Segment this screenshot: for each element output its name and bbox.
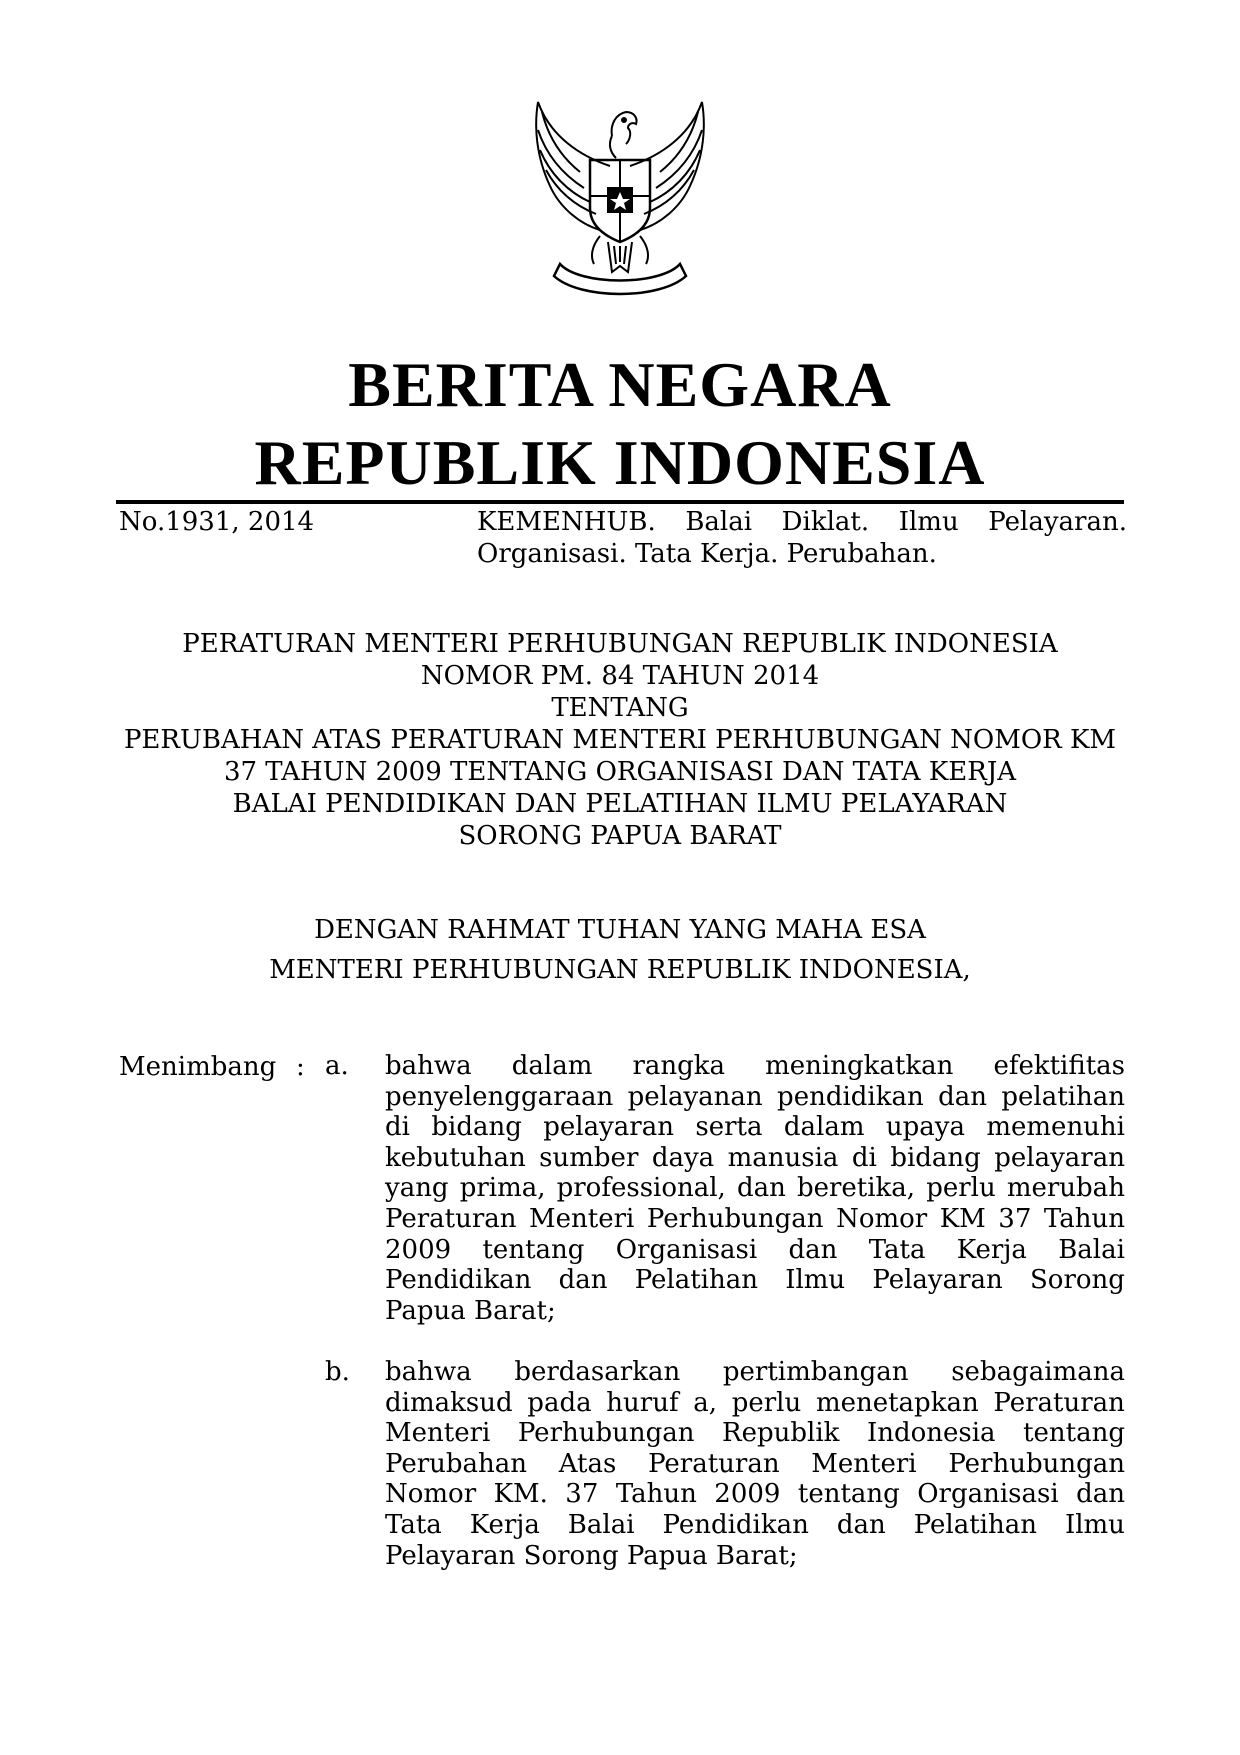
word: dan xyxy=(788,1234,838,1265)
word: efektifitas xyxy=(993,1051,1125,1081)
subject-word: KEMENHUB. xyxy=(477,507,656,537)
text-line xyxy=(385,1204,1125,1235)
text-line xyxy=(385,1357,1125,1388)
word: dimaksud xyxy=(385,1387,513,1418)
word: Pelatihan xyxy=(634,1265,758,1296)
word: kebutuhan xyxy=(385,1142,526,1173)
word: 2009 xyxy=(714,1479,781,1510)
title-line: 37 TAHUN 2009 TENTANG ORGANISASI DAN TATA KERJA xyxy=(223,757,1017,787)
text-line xyxy=(385,1082,1125,1113)
subject-word: Diklat. xyxy=(781,507,870,537)
text-line xyxy=(385,1510,1125,1541)
word: professional, xyxy=(556,1173,726,1204)
consideration-item-a xyxy=(385,1051,1125,1326)
word: Tahun xyxy=(615,1479,697,1510)
word: 37 xyxy=(565,1479,599,1510)
word: dan xyxy=(558,1265,608,1296)
title-line: PERUBAHAN ATAS PERATURAN MENTERI PERHUBUNGAN NOMOR KM xyxy=(123,725,1117,755)
word: Atas xyxy=(558,1448,617,1479)
title-line: NOMOR PM. 84 TAHUN 2014 xyxy=(420,661,820,691)
word: Kerja xyxy=(956,1234,1027,1265)
word: tentang xyxy=(797,1479,900,1510)
word: Pelatihan xyxy=(913,1509,1037,1540)
word: Ilmu xyxy=(785,1265,846,1296)
word: KM. xyxy=(493,1479,548,1510)
header-rule xyxy=(116,500,1124,504)
word: Pelayaran xyxy=(872,1265,1003,1296)
word: serta xyxy=(695,1112,763,1143)
word: Peraturan xyxy=(385,1203,517,1234)
word: sebagaimana xyxy=(951,1357,1125,1387)
word: Perhubungan xyxy=(646,1203,824,1234)
word: Menteri xyxy=(811,1448,917,1479)
word: 37 xyxy=(998,1203,1032,1234)
word: Balai xyxy=(567,1509,635,1540)
word: Organisasi xyxy=(917,1479,1059,1510)
word: sumber xyxy=(539,1142,639,1173)
word: pada xyxy=(527,1387,592,1418)
word: huruf xyxy=(606,1387,679,1418)
word: Pendidikan xyxy=(662,1509,809,1540)
word: Organisasi xyxy=(615,1234,758,1265)
item-letter: b. xyxy=(325,1357,350,1387)
word: Nomor xyxy=(836,1203,928,1234)
word: dalam xyxy=(783,1112,865,1143)
word: tentang xyxy=(482,1234,585,1265)
word: Tata xyxy=(868,1234,926,1265)
title-line: PERATURAN MENTERI PERHUBUNGAN REPUBLIK INDONESIA xyxy=(182,629,1058,659)
item-letter: a. xyxy=(325,1051,349,1081)
word: di xyxy=(851,1142,877,1173)
word: penyelenggaraan xyxy=(385,1081,614,1112)
word: prima, xyxy=(459,1173,546,1204)
word: Perhubungan xyxy=(948,1448,1125,1479)
garuda-emblem-icon xyxy=(520,96,720,308)
subject-word: Pelayaran. xyxy=(988,507,1127,537)
subject-line-2: Organisasi. Tata Kerja. Perubahan. xyxy=(477,539,937,569)
text-line xyxy=(385,1479,1125,1510)
word: dan xyxy=(1076,1479,1125,1510)
word: bidang xyxy=(890,1142,981,1173)
word: Republik xyxy=(722,1418,840,1449)
word: pelayaran xyxy=(994,1142,1125,1173)
word: Tata xyxy=(385,1509,442,1540)
word: pertimbangan xyxy=(722,1357,909,1387)
text-line xyxy=(385,1265,1125,1296)
word: bahwa xyxy=(385,1051,472,1081)
menimbang-colon: : xyxy=(296,1052,305,1082)
word: berdasarkan xyxy=(514,1357,681,1387)
word: memenuhi xyxy=(986,1112,1125,1143)
word: Kerja xyxy=(469,1509,540,1540)
word: Pendidikan xyxy=(385,1265,532,1296)
title-line: BALAI PENDIDIKAN DAN PELATIHAN ILMU PELAYARAN xyxy=(232,789,1008,819)
text-line xyxy=(385,1173,1125,1204)
word: perlu xyxy=(926,1173,996,1204)
word: tentang xyxy=(1023,1418,1125,1449)
text-line xyxy=(385,1388,1125,1419)
word: pelayanan xyxy=(627,1081,763,1112)
word: dalam xyxy=(511,1051,593,1081)
word: pendidikan xyxy=(777,1081,924,1112)
subject-line-1 xyxy=(477,506,1127,538)
word: Perubahan xyxy=(385,1448,528,1479)
opening-line: MENTERI PERHUBUNGAN REPUBLIK INDONESIA, xyxy=(269,955,971,985)
word: Menteri xyxy=(529,1203,635,1234)
word: upaya xyxy=(885,1112,965,1143)
text-line: Pelayaran Sorong Papua Barat; xyxy=(385,1540,798,1571)
text-line xyxy=(385,1143,1125,1174)
word: Nomor xyxy=(385,1479,477,1510)
word: perlu xyxy=(731,1387,802,1418)
word: Perhubungan xyxy=(517,1418,695,1449)
text-line xyxy=(385,1418,1125,1449)
word: Peraturan xyxy=(993,1387,1125,1418)
word: daya xyxy=(651,1142,715,1173)
text-line: Papua Barat; xyxy=(385,1295,556,1326)
word: Peraturan xyxy=(648,1448,780,1479)
word: merubah xyxy=(1006,1173,1125,1204)
word: bidang xyxy=(431,1112,522,1143)
word: dan xyxy=(836,1509,886,1540)
word: pelayaran xyxy=(543,1112,674,1143)
word: menetapkan xyxy=(815,1387,979,1418)
word: Ilmu xyxy=(1064,1509,1125,1540)
text-line xyxy=(385,1449,1125,1480)
consideration-item-b xyxy=(385,1357,1125,1571)
word: Indonesia xyxy=(866,1418,996,1449)
word: Menteri xyxy=(385,1418,491,1449)
title-line: TENTANG xyxy=(551,693,689,723)
word: yang xyxy=(385,1173,449,1204)
menimbang-label: Menimbang xyxy=(119,1052,277,1082)
title-line: SORONG PAPUA BARAT xyxy=(458,821,782,851)
word: manusia xyxy=(727,1142,839,1173)
regulation-title xyxy=(0,628,1240,852)
word: dan xyxy=(736,1173,786,1204)
subject-word: Ilmu xyxy=(898,507,959,537)
masthead-subtitle: REPUBLIK INDONESIA xyxy=(254,427,986,498)
word: meningkatkan xyxy=(765,1051,954,1081)
word: Tahun xyxy=(1043,1203,1125,1234)
word: dan xyxy=(938,1081,988,1112)
subject-word: Balai xyxy=(685,507,753,537)
issue-number: No.1931, 2014 xyxy=(119,507,315,537)
word: Sorong xyxy=(1030,1265,1125,1296)
word: rangka xyxy=(632,1051,726,1081)
subject-keywords xyxy=(477,506,1127,570)
word: Balai xyxy=(1058,1234,1125,1265)
word: KM xyxy=(939,1203,986,1234)
word: a, xyxy=(693,1387,718,1418)
opening-formula xyxy=(0,914,1240,994)
text-line xyxy=(385,1051,1125,1082)
text-line xyxy=(385,1112,1125,1143)
masthead-title: BERITA NEGARA xyxy=(348,349,892,420)
opening-line: DENGAN RAHMAT TUHAN YANG MAHA ESA xyxy=(314,915,926,945)
word: beretika, xyxy=(796,1173,916,1204)
word: bahwa xyxy=(385,1357,472,1387)
word: pelatihan xyxy=(1001,1081,1125,1112)
text-line xyxy=(385,1235,1125,1266)
word: 2009 xyxy=(385,1234,452,1265)
word: di xyxy=(385,1112,410,1143)
